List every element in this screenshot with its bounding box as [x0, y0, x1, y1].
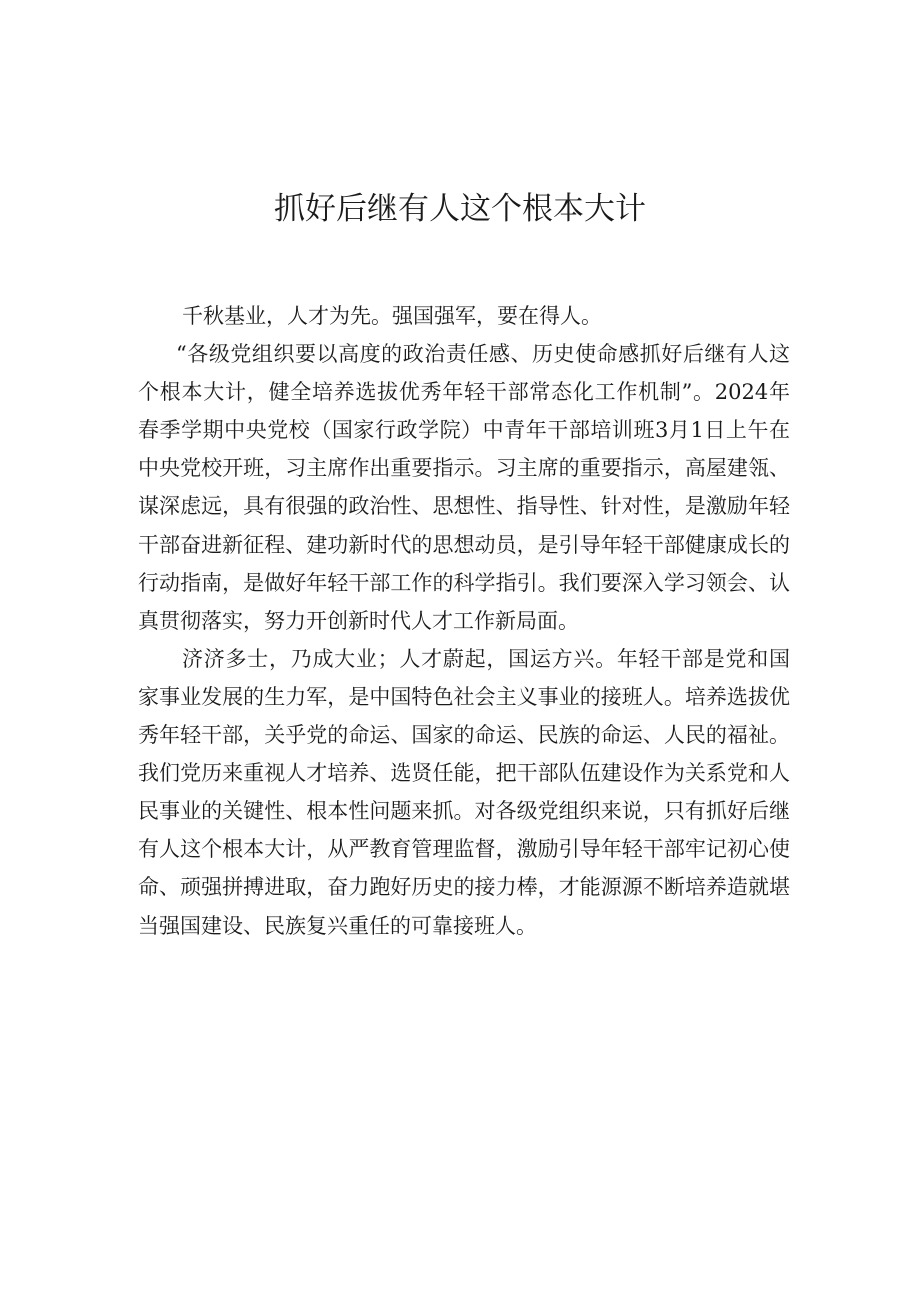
paragraph-1: 千秋基业，人才为先。强国强军，要在得人。 — [182, 304, 602, 328]
paragraph-2: “各级党组织要以高度的政治责任感、历史使命感抓好后继有人这个根本大计，健全培养选拔优秀年轻干部常态化工作机制”。2024年春季学期中央党校（国家行政学院）中青年干部培训班3月1日上午在中央党校开班，习主席作出重要指示。习主席的重要指示，高屋建瓴、谋深虑远，具有很强的政治性、思想性、指导性、针对性，是激励年轻干部奋进新征程、建功新时代的思想动员，是引导年轻干部健康成长的行动指南，是做好年轻干部工作的科学指引。我们要深入学习领会、认真贯彻落实，努力开创新时代人才工作新局面。 — [138, 342, 790, 633]
document-body — [138, 297, 790, 945]
paragraph-3: 济济多士，乃成大业；人才蔚起，国运方兴。年轻干部是党和国家事业发展的生力军，是中国特色社会主义事业的接班人。培养选拔优秀年轻干部，关乎党的命运、国家的命运、民族的命运、人民的福祉。我们党历来重视人才培养、选贤任能，把干部队伍建设作为关系党和人民事业的关键性、根本性问题来抓。对各级党组织来说，只有抓好后继有人这个根本大计，从严教育管理监督，激励引导年轻干部牢记初心使命、顽强拼搏进取，奋力跑好历史的接力棒，才能源源不断培养造就堪当强国建设、民族复兴重任的可靠接班人。 — [138, 646, 790, 938]
document-title: 抓好后继有人这个根本大计 — [274, 191, 646, 227]
